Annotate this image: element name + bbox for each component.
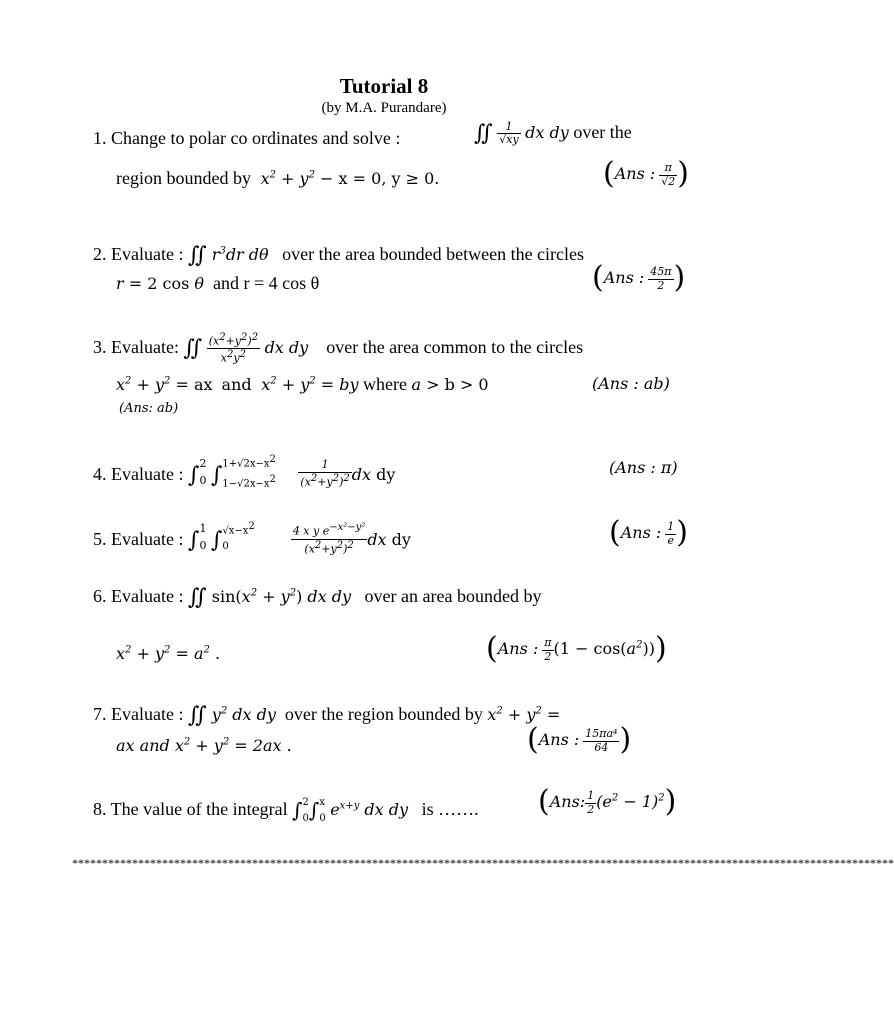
question-8-line: 8. The value of the integral ∫ 2 0 ∫ x 0 $e^{x+y}$ dx dy is …….	[93, 797, 479, 824]
question-2-line-1: 2. Evaluate : ∬ $r^3dr$ dθ over the area bounded between the circles	[93, 243, 585, 268]
double-integral-symbol: ∬	[474, 121, 493, 146]
question-1-integral: ∬ $\frac{1}{√xy}$ dx dy over the	[474, 119, 632, 147]
question-3-note: (Ans: ab)	[119, 401, 179, 416]
author-line: (by M.A. Purandare)	[321, 100, 447, 116]
question-3-line-1: 3. Evaluate: ∬ $\frac{(x^2+y^2)^2}{x^2y^2}$ dx dy over the area common to the circles	[93, 332, 584, 365]
question-6-answer: (Ans : $\frac{\pi}{2}$ $(1 - \cos(a^2))$)	[486, 631, 667, 666]
question-5-answer: (Ans : $\frac{1}{e}$ )	[609, 515, 688, 550]
question-5-line: 5. Evaluate : ∫ 1 0 ∫ $√x-x^2$ 0 $\frac{4 x y e^{-x^2-y^2}}{(x^2+y^2)^2}$ dx dy	[93, 521, 411, 556]
question-6-line-1: 6. Evaluate : ∬ $\sin(x^2 + y^2)$ dx dy over an area bounded by	[93, 585, 542, 610]
asterisk-divider: *****************************************************************************************************************************************	[72, 856, 894, 870]
question-1-answer: (Ans : $\frac{\pi}{√2}$ )	[603, 156, 689, 191]
integrand-fraction: $\frac{1}{√xy}$	[499, 119, 519, 147]
question-1-line-2: region bounded by $x^2 + y^2 - x = 0$, y ≥ 0.	[116, 168, 440, 188]
question-4-line: 4. Evaluate : ∫ 2 0 ∫ $1+√2x-x^2$ $1-√2x-x^2$ $\frac{1}{(x^2+y^2)^2}$ dx dy	[93, 454, 396, 490]
question-6-line-2: $x^2 + y^2 = a^2$ .	[116, 644, 221, 663]
question-2-answer: (Ans : $\frac{45\pi}{2}$ )	[592, 260, 686, 295]
question-1-line-1: 1. Change to polar co ordinates and solve :	[93, 128, 401, 148]
question-4-answer: (Ans : π)	[609, 458, 678, 477]
question-3-answer: (Ans : ab)	[592, 374, 670, 393]
question-2-line-2: r = 2 cos θ and r = 4 cos θ	[116, 273, 320, 293]
question-8-answer: (Ans: $\frac{1}{2}$ $(e^2 - 1)^2$)	[538, 784, 677, 819]
question-7-line-1: 7. Evaluate : ∬ $y^2$ dx dy over the region bounded by $x^2 + y^2$ =	[93, 703, 561, 728]
question-3-line-2: $x^2 + y^2$ = ax and $x^2 + y^2$ = by where a > b > 0	[116, 374, 489, 394]
question-7-line-2: ax and $x^2 + y^2 = 2ax$ .	[116, 736, 292, 755]
page-title: Tutorial 8	[339, 74, 429, 98]
question-7-answer: (Ans : $\frac{\text{15πa⁴}}{64}$ )	[527, 722, 632, 757]
